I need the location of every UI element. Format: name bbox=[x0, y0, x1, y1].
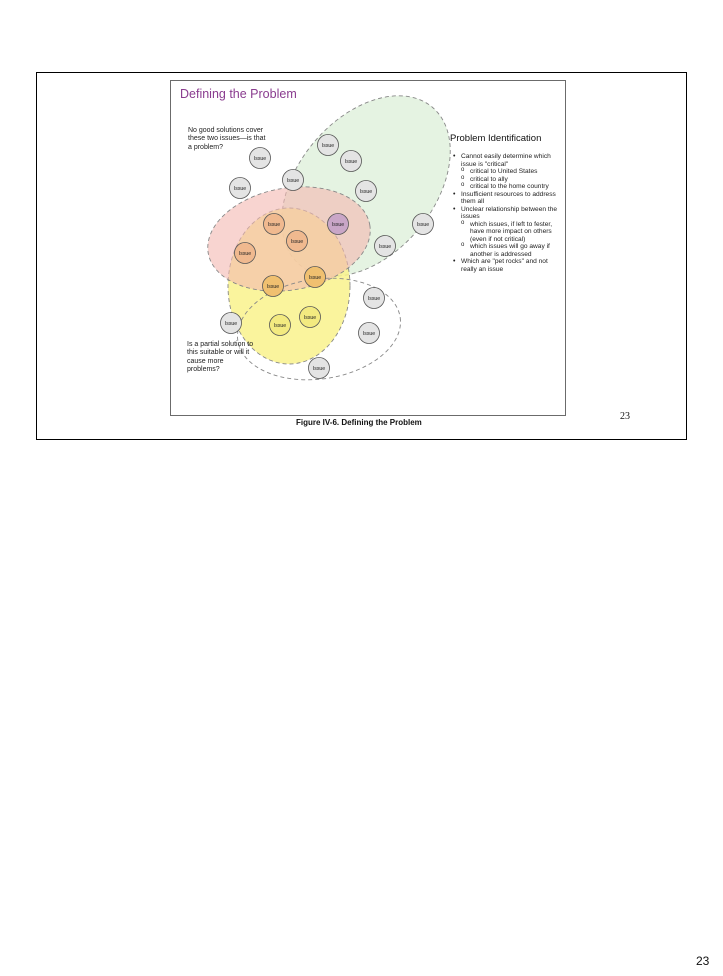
issue-circle bbox=[283, 170, 304, 191]
issue-label: Issue bbox=[303, 315, 317, 321]
issue-circle bbox=[359, 323, 380, 344]
figure-caption: Figure IV-6. Defining the Problem bbox=[296, 418, 422, 427]
issue-label: Issue bbox=[344, 159, 358, 165]
issue-label: Issue bbox=[378, 244, 392, 250]
problem-identification-title: Problem Identification bbox=[450, 133, 542, 144]
footer-page-number: 23 bbox=[696, 954, 710, 968]
issue-label: Issue bbox=[290, 239, 304, 245]
list-item: • Which are "pet rocks" and not really an issue bbox=[453, 258, 563, 273]
list-item: • Cannot easily determine which issue is "critical" bbox=[453, 153, 563, 168]
issue-label: Issue bbox=[308, 275, 322, 281]
issue-label: Issue bbox=[321, 143, 335, 149]
list-item: o critical to United States bbox=[453, 168, 563, 176]
issue-circle bbox=[328, 214, 349, 235]
issue-label: Issue bbox=[267, 222, 281, 228]
issue-circle bbox=[221, 313, 242, 334]
issue-label: Issue bbox=[362, 331, 376, 337]
question-bottom: Is a partial solution to this suitable or will it cause more problems? bbox=[187, 341, 254, 374]
issue-label: Issue bbox=[359, 189, 373, 195]
list-item: o critical to the home country bbox=[453, 183, 563, 191]
issue-circle bbox=[375, 236, 396, 257]
issue-circle bbox=[270, 315, 291, 336]
question-top: No good solutions cover these two issues—is that a problem? bbox=[188, 127, 266, 151]
issue-label: Issue bbox=[331, 222, 345, 228]
problem-identification-list bbox=[453, 153, 563, 273]
issue-circle bbox=[235, 243, 256, 264]
issue-label: Issue bbox=[233, 186, 247, 192]
inner-page-number: 23 bbox=[620, 411, 630, 422]
issue-label: Issue bbox=[266, 284, 280, 290]
issue-label: Issue bbox=[273, 323, 287, 329]
list-item: • Insufficient resources to address them all bbox=[453, 191, 563, 206]
list-item: o which issues will go away if another is addressed bbox=[453, 243, 563, 258]
slide-title: Defining the Problem bbox=[180, 87, 297, 101]
issue-label: Issue bbox=[253, 156, 267, 162]
issue-circle bbox=[287, 231, 308, 252]
issue-circle bbox=[305, 267, 326, 288]
issue-circle bbox=[318, 135, 339, 156]
issue-circle bbox=[264, 214, 285, 235]
issue-circle bbox=[230, 178, 251, 199]
issue-circle bbox=[413, 214, 434, 235]
issue-circle bbox=[309, 358, 330, 379]
issue-label: Issue bbox=[367, 296, 381, 302]
slide bbox=[170, 80, 566, 416]
list-item: o critical to ally bbox=[453, 176, 563, 184]
issue-circle bbox=[263, 276, 284, 297]
issue-circle bbox=[364, 288, 385, 309]
issue-label: Issue bbox=[312, 366, 326, 372]
issue-label: Issue bbox=[238, 251, 252, 257]
list-item: • Unclear relationship between the issues bbox=[453, 206, 563, 221]
list-item: o which issues, if left to fester, have more impact on others (even if not critical) bbox=[453, 221, 563, 244]
issue-circle bbox=[356, 181, 377, 202]
issue-label: Issue bbox=[286, 178, 300, 184]
issue-circle bbox=[300, 307, 321, 328]
issue-circle bbox=[341, 151, 362, 172]
issue-label: Issue bbox=[416, 222, 430, 228]
issue-label: Issue bbox=[224, 321, 238, 327]
